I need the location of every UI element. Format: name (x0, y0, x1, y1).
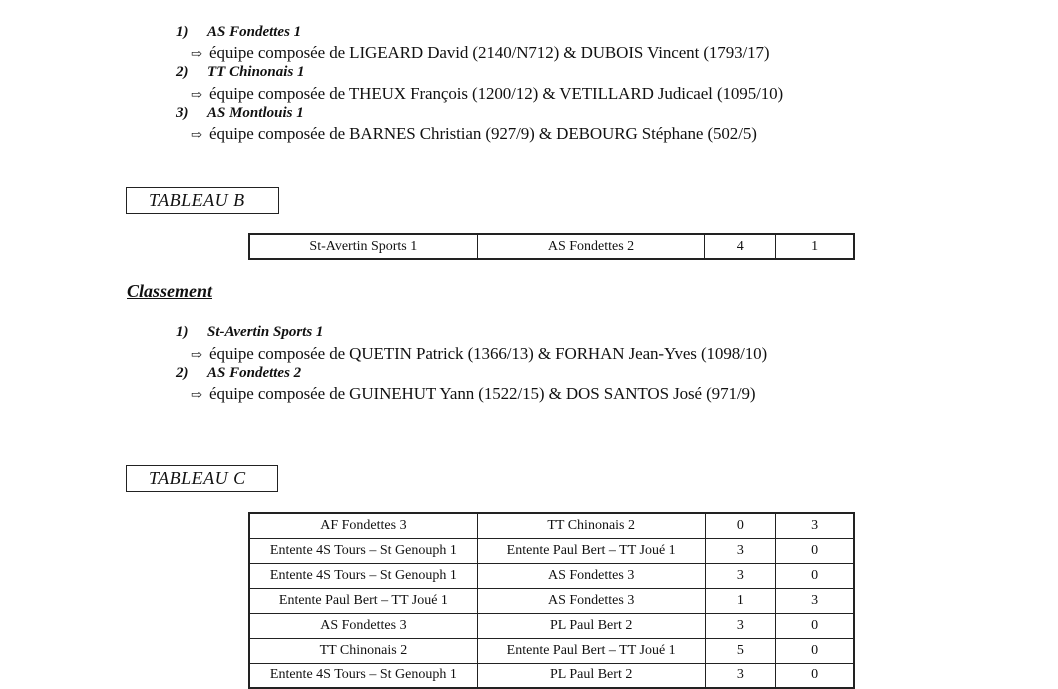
table-row (249, 513, 854, 538)
arrow-right-icon: ⇨ (191, 347, 202, 362)
arrow-right-icon: ⇨ (191, 387, 202, 402)
team2-cell: Entente Paul Bert – TT Joué 1 (477, 538, 705, 563)
team2-cell: Entente Paul Bert – TT Joué 1 (477, 638, 705, 663)
tableau-c-results-table (248, 512, 855, 689)
ranking-a-1-composition: ⇨ équipe composée de LIGEARD David (2140/N712) & DUBOIS Vincent (1793/17) (191, 43, 770, 62)
ranking-a-2-composition: ⇨ équipe composée de THEUX François (1200/12) & VETILLARD Judicael (1095/10) (191, 84, 784, 103)
score2-cell: 0 (776, 538, 854, 563)
arrow-right-icon: ⇨ (191, 87, 202, 102)
ranking-a-2-team: 2) TT Chinonais 1 (176, 64, 305, 80)
table-row (249, 663, 854, 688)
score1-cell: 5 (705, 638, 776, 663)
ranking-a-1-team: 1) AS Fondettes 1 (176, 24, 302, 40)
team1-cell: St-Avertin Sports 1 (249, 234, 477, 259)
team1-cell: TT Chinonais 2 (249, 638, 477, 663)
score2-cell: 3 (776, 588, 854, 613)
team2-cell: AS Fondettes 3 (477, 563, 705, 588)
table-row (249, 638, 854, 663)
ranking-b-2-team: 2) AS Fondettes 2 (176, 365, 302, 381)
score1-cell: 3 (705, 613, 776, 638)
ranking-b-1-composition: ⇨ équipe composée de QUETIN Patrick (1366/13) & FORHAN Jean-Yves (1098/10) (191, 344, 768, 363)
table-row (249, 563, 854, 588)
classement-heading: Classement (127, 281, 213, 301)
table-row (249, 613, 854, 638)
arrow-right-icon: ⇨ (191, 127, 202, 142)
tableau-b-title: TABLEAU B (126, 187, 279, 214)
score2-cell: 0 (776, 663, 854, 688)
tableau-c-title: TABLEAU C (126, 465, 278, 492)
table-row (249, 538, 854, 563)
score1-cell: 3 (705, 538, 776, 563)
team2-cell: PL Paul Bert 2 (477, 613, 705, 638)
arrow-right-icon: ⇨ (191, 46, 202, 61)
score1-cell: 4 (705, 234, 776, 259)
table-row (249, 588, 854, 613)
score2-cell: 0 (776, 613, 854, 638)
team1-cell: AS Fondettes 3 (249, 613, 477, 638)
team2-cell: AS Fondettes 3 (477, 588, 705, 613)
score2-cell: 0 (776, 563, 854, 588)
ranking-a-3-team: 3) AS Montlouis 1 (176, 105, 304, 121)
score2-cell: 3 (776, 513, 854, 538)
ranking-b-2-composition: ⇨ équipe composée de GUINEHUT Yann (1522/15) & DOS SANTOS José (971/9) (191, 384, 756, 403)
tableau-b-results-table (248, 233, 855, 260)
score1-cell: 0 (705, 513, 776, 538)
team2-cell: AS Fondettes 2 (477, 234, 705, 259)
team1-cell: AF Fondettes 3 (249, 513, 477, 538)
ranking-b-1-team: 1) St-Avertin Sports 1 (176, 324, 324, 340)
team2-cell: TT Chinonais 2 (477, 513, 705, 538)
ranking-a-3-composition: ⇨ équipe composée de BARNES Christian (927/9) & DEBOURG Stéphane (502/5) (191, 124, 757, 143)
team1-cell: Entente 4S Tours – St Genouph 1 (249, 538, 477, 563)
team1-cell: Entente Paul Bert – TT Joué 1 (249, 588, 477, 613)
score1-cell: 3 (705, 563, 776, 588)
score2-cell: 1 (776, 234, 854, 259)
team2-cell: PL Paul Bert 2 (477, 663, 705, 688)
team1-cell: Entente 4S Tours – St Genouph 1 (249, 663, 477, 688)
team1-cell: Entente 4S Tours – St Genouph 1 (249, 563, 477, 588)
table-row (249, 234, 854, 259)
score1-cell: 1 (705, 588, 776, 613)
score1-cell: 3 (705, 663, 776, 688)
score2-cell: 0 (776, 638, 854, 663)
